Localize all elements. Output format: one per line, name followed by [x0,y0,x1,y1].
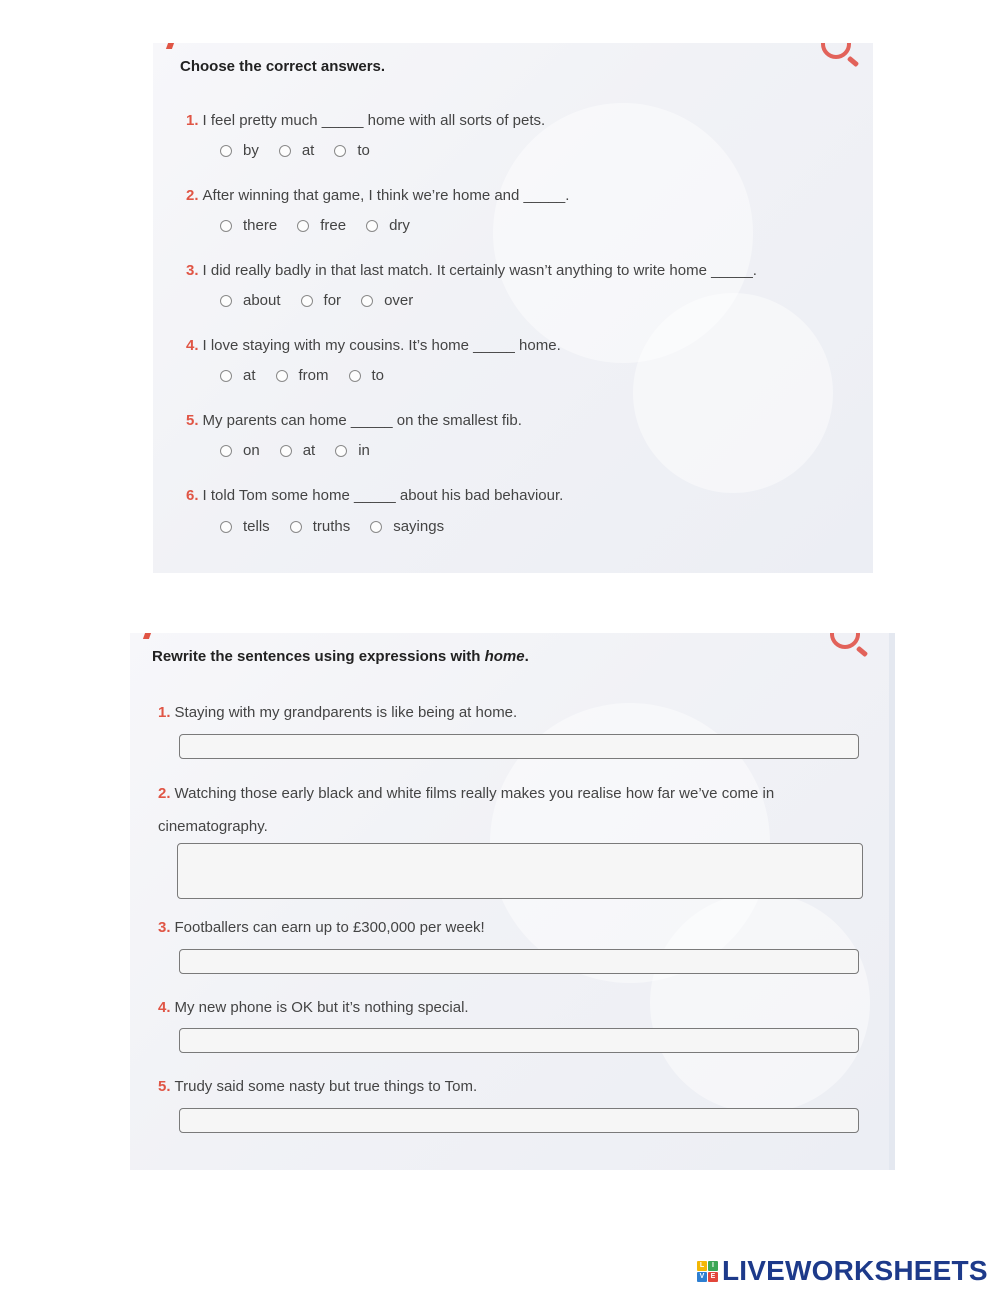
question-text: Staying with my grandparents is like being at home. [174,704,518,721]
logo-square: L [697,1261,707,1271]
question-number: 1. [158,704,171,721]
radio-button[interactable] [220,295,232,307]
question-text: After winning that game, I think we’re home and _____. [202,187,570,204]
options-4 [220,367,404,384]
radio-button[interactable] [361,295,373,307]
question-number: 6. [186,487,199,504]
option-at[interactable] [220,367,256,384]
radio-button[interactable] [366,220,378,232]
section2-instruction [152,648,529,665]
question-number: 3. [186,262,199,279]
question-text: I told Tom some home _____ about his bad behaviour. [202,487,564,504]
corner-mark [143,633,151,639]
background-decoration [650,893,870,1113]
brand-name: LIVEWORKSHEETS [722,1255,988,1286]
rewrite-question-2 [158,777,863,843]
option-label: for [323,292,342,309]
instruction-emphasis: home [484,648,525,665]
option-free[interactable] [297,217,346,234]
option-label: to [371,367,385,384]
option-label: at [302,442,316,459]
radio-button[interactable] [280,445,292,457]
logo-square: I [708,1261,718,1271]
radio-button[interactable] [335,445,347,457]
rewrite-panel [130,633,895,1170]
logo-square: E [708,1272,718,1282]
radio-button[interactable] [220,370,232,382]
brand-logo-icon [697,1261,718,1282]
option-label: by [243,142,259,159]
question-text: My new phone is OK but it’s nothing special. [174,999,469,1016]
question-text: I did really badly in that last match. It certainly wasn’t anything to write home _____. [202,262,757,279]
liveworksheets-brand [697,1256,988,1286]
rewrite-question-5 [158,1078,477,1095]
option-there[interactable] [220,217,277,234]
option-label: dry [389,217,410,234]
instruction-text: Rewrite the sentences using expressions with [152,648,485,665]
background-decoration [633,293,833,493]
radio-button[interactable] [297,220,309,232]
radio-button[interactable] [220,521,232,533]
answer-input-5[interactable] [179,1108,859,1133]
question-3 [186,262,757,279]
option-label: free [320,217,347,234]
question-number: 5. [158,1078,171,1095]
radio-button[interactable] [290,521,302,533]
logo-square: V [697,1272,707,1282]
option-label: to [357,142,370,159]
option-tells[interactable] [220,518,270,535]
question-text: I love staying with my cousins. It’s home _____ home. [202,337,561,354]
option-label: tells [243,518,270,535]
question-number: 3. [158,919,171,936]
option-from[interactable] [276,367,329,384]
option-sayings[interactable] [370,518,444,535]
option-to[interactable] [349,367,385,384]
radio-button[interactable] [276,370,288,382]
option-at[interactable] [280,442,316,459]
option-label: truths [312,518,351,535]
option-label: in [358,442,370,459]
option-dry[interactable] [366,217,410,234]
question-text: I feel pretty much _____ home with all sorts of pets. [202,112,546,129]
option-in[interactable] [335,442,370,459]
rewrite-question-3 [158,919,485,936]
question-text: Trudy said some nasty but true things to Tom. [174,1078,478,1095]
options-6 [220,518,464,535]
option-by[interactable] [220,142,259,159]
rewrite-question-1 [158,704,517,721]
options-3 [220,292,433,309]
question-2 [186,187,569,204]
radio-button[interactable] [220,445,232,457]
options-1 [220,142,390,159]
question-number: 2. [158,785,171,802]
options-5 [220,442,390,459]
option-truths[interactable] [290,518,351,535]
option-for[interactable] [301,292,342,309]
option-label: at [301,142,315,159]
option-label: there [243,217,278,234]
radio-button[interactable] [349,370,361,382]
question-text: Watching those early black and white films really makes you realise how far we’ve come in cinematography. [158,785,775,835]
option-about[interactable] [220,292,281,309]
question-number: 2. [186,187,199,204]
question-text: Footballers can earn up to £300,000 per week! [174,919,485,936]
answer-input-4[interactable] [179,1028,859,1053]
magnifier-icon [830,633,860,649]
question-number: 5. [186,412,199,429]
question-6 [186,487,563,504]
rewrite-question-4 [158,999,469,1016]
option-label: at [243,367,256,384]
question-1 [186,112,545,129]
section1-instruction: Choose the correct answers. [180,58,386,75]
question-number: 1. [186,112,199,129]
radio-button[interactable] [279,145,291,157]
multiple-choice-panel [153,43,873,573]
magnifier-icon [821,43,851,59]
radio-button[interactable] [301,295,313,307]
radio-button[interactable] [370,521,382,533]
option-label: over [384,292,414,309]
option-over[interactable] [361,292,413,309]
option-label: sayings [393,518,445,535]
option-to[interactable] [334,142,370,159]
radio-button[interactable] [220,145,232,157]
question-text: My parents can home _____ on the smallest fib. [202,412,522,429]
question-4 [186,337,561,354]
question-number: 4. [158,999,171,1016]
option-label: from [298,367,329,384]
answer-input-2[interactable] [177,843,863,899]
answer-input-3[interactable] [179,949,859,974]
option-label: about [243,292,281,309]
options-2 [220,217,430,234]
option-at[interactable] [279,142,315,159]
question-number: 4. [186,337,199,354]
instruction-text: . [524,648,529,665]
question-5 [186,412,522,429]
answer-input-1[interactable] [179,734,859,759]
option-on[interactable] [220,442,260,459]
option-label: on [243,442,260,459]
radio-button[interactable] [334,145,346,157]
corner-mark [166,43,174,49]
radio-button[interactable] [220,220,232,232]
